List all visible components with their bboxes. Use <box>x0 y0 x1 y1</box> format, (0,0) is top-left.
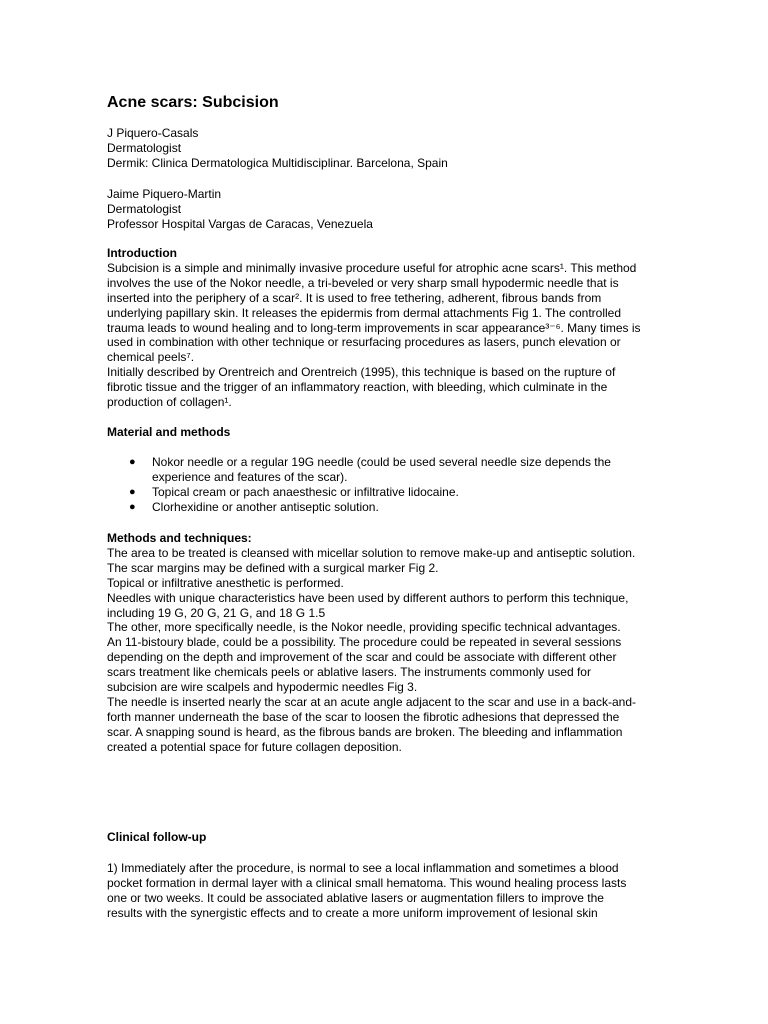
author-name: Jaime Piquero-Martin <box>107 187 222 201</box>
text-line: Topical or infiltrative anesthetic is performed. <box>107 575 344 590</box>
text-line: The scar margins may be defined with a surgical marker Fig 2. <box>107 560 439 575</box>
bullet-icon: ● <box>129 456 136 468</box>
list-item <box>107 500 667 515</box>
text-line: one or two weeks. It could be associated ablative lasers or augmentation fillers to improve the <box>107 890 604 905</box>
text-line: 1) Immediately after the procedure, is normal to see a local inflammation and sometimes a blood <box>107 861 619 875</box>
text-line: pocket formation in dermal layer with a clinical small hematoma. This wound healing process lasts <box>107 875 627 890</box>
text-line: including 19 G, 20 G, 21 G, and 18 G 1.5 <box>107 605 326 620</box>
introduction-section <box>107 246 667 410</box>
document-title: Acne scars: Subcision <box>107 94 279 111</box>
followup-section <box>107 830 667 845</box>
list-item <box>107 455 667 485</box>
text-line: Initially described by Orentreich and Orentreich (1995), this technique is based on the rupture of <box>107 365 616 380</box>
materials-list-wrap <box>107 455 667 515</box>
author-block-1 <box>107 126 667 171</box>
materials-section <box>107 425 667 440</box>
bullet-icon: ● <box>129 485 136 498</box>
introduction-heading: Introduction <box>107 246 177 260</box>
author-block-2 <box>107 187 667 232</box>
text-line: scar. A snapping sound is heard, as the fibrous bands are broken. The bleeding and inflammation <box>107 724 623 739</box>
text-line: Subcision is a simple and minimally invasive procedure useful for atrophic acne scars¹. This method <box>107 260 637 275</box>
followup-body <box>107 861 667 921</box>
text-line: forth manner underneath the base of the scar to loosen the fibrotic adhesions that depressed the <box>107 709 620 724</box>
text-line: fibrotic tissue and the trigger of an inflammatory reaction, with bleeding, which culminate in the <box>107 380 608 395</box>
author-name: J Piquero-Casals <box>107 126 199 140</box>
text-line: An 11-bistoury blade, could be a possibility. The procedure could be repeated in several sessions <box>107 635 622 650</box>
text-line: underlying papillary skin. It releases the epidermis from dermal attachments Fig 1. The controlled <box>107 305 622 320</box>
text-line: subcision are wire scalpels and hypodermic needles Fig 3. <box>107 680 418 695</box>
text-line: created a potential space for future collagen deposition. <box>107 739 402 754</box>
text-line: depending on the depth and improvement of the scar and could be associate with different other <box>107 650 617 665</box>
list-item <box>107 485 667 500</box>
text-line: inserted into the periphery of a scar². It is used to free tethering, adherent, fibrous bands from <box>107 290 602 305</box>
methods-heading: Methods and techniques: <box>107 531 252 545</box>
text-line: Clorhexidine or another antiseptic solution. <box>152 499 379 514</box>
text-line: involves the use of the Nokor needle, a tri-beveled or very sharp small hypodermic needle that is <box>107 275 619 290</box>
text-line: Needles with unique characteristics have been used by different authors to perform this technique, <box>107 590 629 605</box>
text-line: results with the synergistic effects and to create a more uniform improvement of lesional skin <box>107 905 598 920</box>
author-role: Dermatologist <box>107 201 182 216</box>
methods-section <box>107 531 667 755</box>
text-line: The needle is inserted nearly the scar at an acute angle adjacent to the scar and use in a back-and- <box>107 694 636 709</box>
text-line: trauma leads to wound healing and to long-term improvements in scar appearance³⁻⁶. Many times is <box>107 320 641 335</box>
author-affiliation: Dermik: Clinica Dermatologica Multidisciplinar. Barcelona, Spain <box>107 155 448 170</box>
text-line: chemical peels⁷. <box>107 350 195 365</box>
author-role: Dermatologist <box>107 140 182 155</box>
text-line: The other, more specifically needle, is the Nokor needle, providing specific technical advantages. <box>107 620 621 635</box>
text-line: used in combination with other technique or resurfacing procedures as lasers, punch elevation or <box>107 335 621 350</box>
text-line: Topical cream or pach anaesthesic or infiltrative lidocaine. <box>152 484 459 499</box>
text-line: scars treatment like chemicals peels or ablative lasers. The instruments commonly used for <box>107 665 591 680</box>
bullet-icon: ● <box>129 500 136 513</box>
text-line: The area to be treated is cleansed with micellar solution to remove make-up and antiseptic solution. <box>107 545 636 560</box>
author-affiliation: Professor Hospital Vargas de Caracas, Venezuela <box>107 216 373 231</box>
text-line: experience and features of the scar). <box>152 469 348 484</box>
materials-list <box>107 455 667 515</box>
text-line: production of collagen¹. <box>107 395 232 410</box>
followup-heading: Clinical follow-up <box>107 830 207 844</box>
text-line: Nokor needle or a regular 19G needle (could be used several needle size depends the <box>152 455 611 469</box>
materials-heading: Material and methods <box>107 425 231 439</box>
